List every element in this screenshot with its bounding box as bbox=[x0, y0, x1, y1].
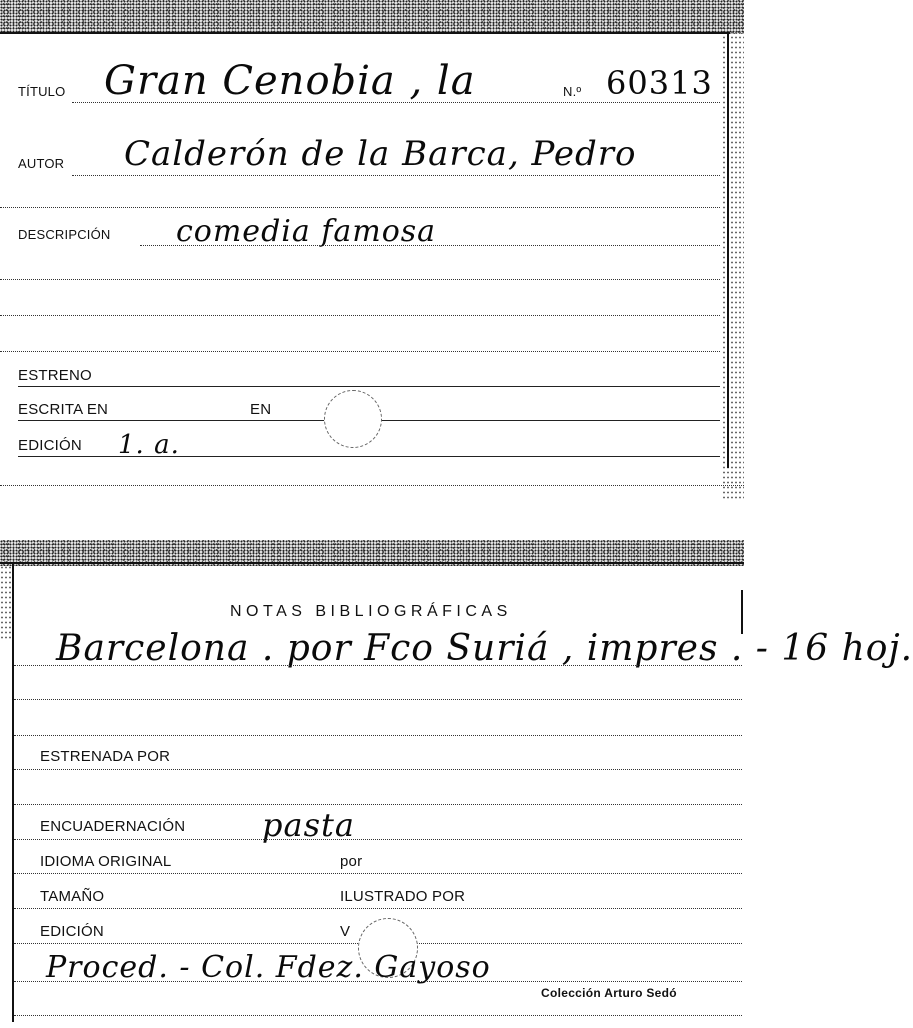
blank-line bbox=[0, 206, 720, 208]
tamano-label: TAMAÑO bbox=[40, 888, 105, 905]
card-border-top bbox=[0, 562, 744, 564]
autor-label: AUTOR bbox=[18, 156, 65, 171]
idioma-label: IDIOMA ORIGINAL bbox=[40, 853, 172, 870]
edicion-value: 1. a. bbox=[118, 430, 180, 460]
autor-line bbox=[72, 174, 720, 176]
card-border-left bbox=[12, 562, 14, 1022]
blank-line bbox=[0, 278, 720, 280]
scan-noise-top bbox=[0, 0, 744, 34]
card-border-top bbox=[0, 32, 730, 34]
encuadernacion-value: pasta bbox=[262, 806, 355, 844]
punch-hole bbox=[324, 390, 382, 448]
estreno-label: ESTRENO bbox=[18, 367, 92, 384]
idioma-line bbox=[14, 872, 742, 874]
blank-line bbox=[14, 1014, 742, 1016]
scan-noise-edge bbox=[722, 30, 744, 500]
descripcion-value: comedia famosa bbox=[176, 214, 437, 249]
card-bottom-edge bbox=[0, 484, 744, 486]
blank-line bbox=[0, 314, 720, 316]
edicion-label: EDICIÓN bbox=[18, 437, 82, 454]
catalog-card-bottom bbox=[0, 540, 913, 1028]
blank-line bbox=[14, 734, 742, 736]
blank-line bbox=[14, 698, 742, 700]
notas-heading: NOTAS BIBLIOGRÁFICAS bbox=[230, 603, 512, 620]
estreno-line bbox=[18, 386, 720, 387]
collection-credit: Colección Arturo Sedó bbox=[541, 986, 677, 1000]
en-label: EN bbox=[250, 401, 272, 418]
descripcion-label: DESCRIPCIÓN bbox=[18, 227, 111, 242]
blank-line bbox=[0, 350, 720, 352]
titulo-line bbox=[72, 101, 720, 103]
ilustrado-label: ILUSTRADO POR bbox=[340, 888, 466, 905]
estrenada-line bbox=[14, 768, 742, 770]
encuadernacion-line bbox=[14, 838, 742, 840]
descripcion-line bbox=[140, 244, 720, 246]
por-label: por bbox=[340, 853, 363, 870]
autor-value: Calderón de la Barca, Pedro bbox=[124, 134, 637, 174]
edicion-line bbox=[18, 456, 720, 457]
card-border-right bbox=[727, 32, 729, 468]
tamano-line bbox=[14, 907, 742, 909]
proced-value: Proced. - Col. Fdez. Gayoso bbox=[46, 950, 491, 985]
proced-line bbox=[14, 980, 742, 982]
numero-value: 60313 bbox=[606, 64, 713, 102]
edicion-label: EDICIÓN bbox=[40, 923, 104, 940]
encuadernacion-label: ENCUADERNACIÓN bbox=[40, 818, 186, 835]
estrenada-label: ESTRENADA POR bbox=[40, 748, 171, 765]
titulo-label: TÍTULO bbox=[18, 84, 66, 99]
notas-line bbox=[14, 664, 742, 666]
notas-value: Barcelona . por Fco Suriá , impres . - 16 hoj. bbox=[56, 628, 913, 669]
v-label: V bbox=[340, 923, 351, 940]
numero-label: N.º bbox=[563, 84, 582, 99]
escrita-label: ESCRITA EN bbox=[18, 401, 109, 418]
titulo-value: Gran Cenobia , la bbox=[104, 58, 476, 104]
blank-line bbox=[14, 803, 742, 805]
catalog-card-top bbox=[0, 0, 744, 493]
